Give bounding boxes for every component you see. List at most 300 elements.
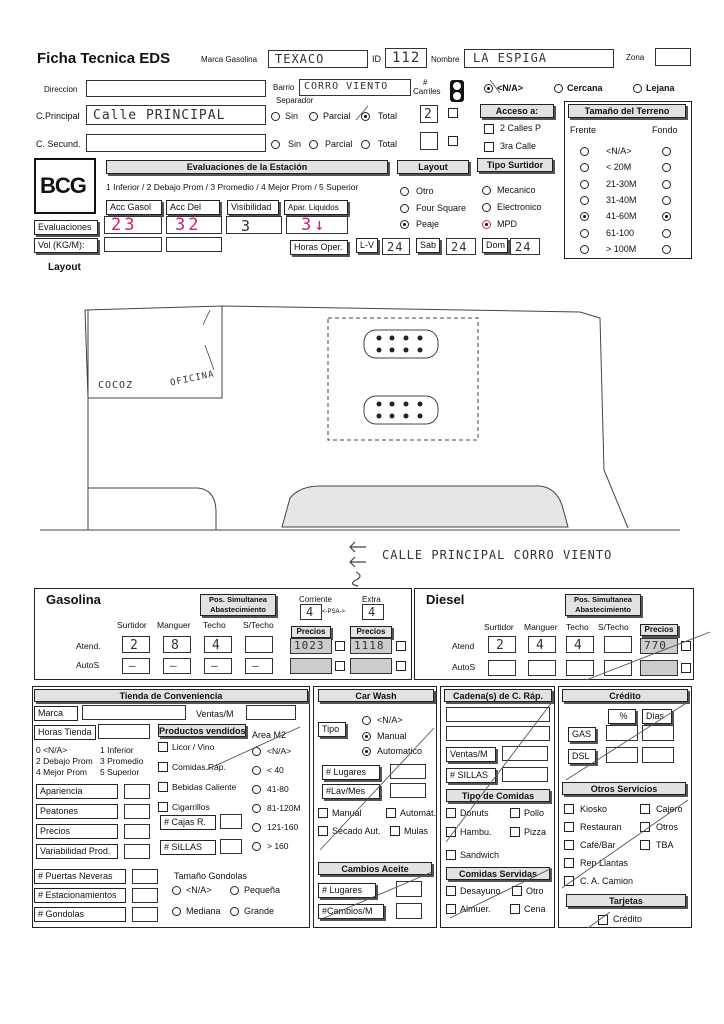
servida-otro-checkbox[interactable]: [512, 886, 522, 896]
area-radio-2[interactable]: [252, 785, 261, 794]
credito-pct-label: %: [608, 709, 636, 724]
surtidor-mecanico-label: Mecanico: [497, 185, 536, 195]
eval-acc-gasol-value: 23: [111, 215, 138, 235]
dsl-col-manguer: Manguer: [524, 622, 558, 632]
dsl-autos-cell-3[interactable]: [604, 660, 632, 676]
lejana-radio[interactable]: [633, 84, 642, 93]
carwash-automatico-radio[interactable]: [362, 747, 371, 756]
gas-autos-check-1[interactable]: [335, 661, 345, 671]
secundaria-field[interactable]: [86, 134, 266, 152]
prod-checkbox-3[interactable]: [158, 802, 168, 812]
marca-field[interactable]: [268, 50, 368, 68]
vol-field-2[interactable]: [166, 237, 222, 252]
lejana-label: Lejana: [646, 83, 675, 93]
carwash-lugares-label: # Lugares: [322, 765, 380, 780]
secundaria-checkbox[interactable]: [448, 136, 458, 146]
terreno-size-5: 61-100: [606, 228, 635, 238]
tienda-sillas-field[interactable]: [220, 839, 242, 854]
carriles-secundaria-field[interactable]: [420, 132, 438, 150]
cajas-label: # Cajas R.: [160, 815, 216, 830]
prod-label-1: Comidas Ráp.: [172, 762, 226, 772]
comida-hambu-checkbox[interactable]: [446, 827, 456, 837]
otros-checkbox-3[interactable]: [640, 822, 650, 832]
sketch-label-oficina: OFICINA: [169, 369, 216, 389]
cadenas-field-1[interactable]: [446, 707, 550, 722]
carriles-label: Carriles: [413, 87, 441, 96]
sketch-pump-1: [377, 336, 382, 341]
gasolina-title: Gasolina: [46, 592, 101, 607]
prod-checkbox-0[interactable]: [158, 742, 168, 752]
dsl-autos-cell-2[interactable]: [566, 660, 594, 676]
tarjetas-title: Tarjetas: [566, 894, 686, 907]
carriles-principal-field[interactable]: [420, 105, 438, 123]
principal-total-radio[interactable]: [361, 112, 370, 121]
frente-radio-5[interactable]: [580, 229, 589, 238]
lv-value: 24: [387, 240, 404, 254]
fondo-radio-4[interactable]: [662, 212, 671, 221]
gondola-pequena-radio[interactable]: [230, 886, 239, 895]
tienda-horas-field[interactable]: [98, 724, 150, 739]
zona-label: Zona: [626, 53, 645, 62]
gas-precios-corriente-label: Precios: [291, 626, 331, 638]
eval-acc-del-field[interactable]: [166, 216, 222, 234]
sketch-pump-7: [404, 348, 409, 353]
gas-autos-precio-corriente[interactable]: [290, 658, 332, 674]
cadenas-ventas-field[interactable]: [502, 746, 548, 761]
eval-apar-liquidos-field[interactable]: [286, 216, 348, 234]
barrio-value: CORRO VIENTO: [304, 81, 389, 92]
carwash-lav-label: #Lav/Mes: [322, 784, 380, 799]
comida-pollo-checkbox[interactable]: [510, 808, 520, 818]
col-apar-liquidos: Apar. Liquidos: [284, 200, 348, 215]
dsl-atend-cell-2[interactable]: [566, 636, 594, 653]
separador-na-radio[interactable]: [484, 84, 493, 93]
acceso-3ra-label: 3ra Calle: [500, 141, 537, 151]
carwash-manual-check-label: Manual: [332, 808, 362, 818]
surtidor-box-title: Tipo Surtidor: [477, 158, 553, 172]
dsl-col-stecho: S/Techo: [598, 622, 629, 632]
dsl-autos-check[interactable]: [681, 663, 691, 673]
prod-label-2: Bebidas Caliente: [172, 782, 237, 792]
rating-label-1: Peatones: [36, 804, 118, 819]
sab-field[interactable]: [446, 238, 476, 255]
prod-label-3: Cigarrillos: [172, 802, 210, 812]
count-field-2[interactable]: [132, 907, 158, 922]
sketch-pump-16: [418, 414, 423, 419]
tienda-legend-5: 5 Superior: [100, 767, 140, 777]
secundaria-sin-radio[interactable]: [271, 140, 280, 149]
separador-label: Separador: [276, 96, 314, 105]
dsl-autos-label: AutoS: [452, 662, 476, 672]
count-label-0: # Puertas Neveras: [34, 869, 126, 884]
gas-autos-cell-1[interactable]: [163, 658, 191, 674]
sketch-pump-3: [404, 336, 409, 341]
surtidor-mpd-radio[interactable]: [482, 220, 491, 229]
nombre-field[interactable]: [464, 49, 614, 68]
lv-label: L-V: [356, 238, 378, 253]
dsl-autos-cell-0[interactable]: [488, 660, 516, 676]
tienda-legend-2: 2 Debajo Prom: [36, 756, 93, 766]
gondola-mediana-radio[interactable]: [172, 907, 181, 916]
zona-field[interactable]: [655, 48, 691, 66]
cercana-radio[interactable]: [554, 84, 563, 93]
servida-desayuno-label: Desayuno: [460, 886, 501, 896]
extra-label: Extra: [362, 595, 381, 604]
tienda-title: Tienda de Conveniencia: [34, 689, 308, 702]
cadenas-field-2[interactable]: [446, 726, 550, 741]
prod-checkbox-2[interactable]: [158, 782, 168, 792]
tienda-sillas-label: # SILLAS: [160, 840, 216, 855]
gas-atend-cell-0[interactable]: [122, 636, 150, 653]
rating-field-3[interactable]: [124, 844, 150, 859]
gas-col-stecho: S/Techo: [243, 620, 274, 630]
sketch-pump-9: [377, 402, 382, 407]
credito-title: Crédito: [562, 689, 688, 702]
vol-field-1[interactable]: [104, 237, 162, 252]
servida-otro-label: Otro: [526, 886, 544, 896]
direccion-label: Direccion: [44, 85, 78, 94]
terreno-size-6: > 100M: [606, 244, 637, 254]
tienda-marca-field[interactable]: [82, 705, 186, 720]
rating-label-3: Variabilidad Prod.: [36, 844, 118, 859]
gas-atend-cell-1[interactable]: [163, 636, 191, 653]
count-label-1: # Estacionamientos: [34, 888, 126, 903]
gondola-na-label: <N/A>: [186, 885, 212, 895]
gas-autos-value-3: —: [252, 659, 260, 672]
aceite-cambios-field[interactable]: [396, 903, 422, 919]
cadenas-sillas-field[interactable]: [502, 767, 548, 782]
frente-radio-2[interactable]: [580, 180, 589, 189]
gasolina-pos-simul: Pos. Simultanea Abastecimiento: [200, 594, 276, 616]
id-value: 112: [392, 50, 421, 66]
otros-checkbox-6[interactable]: [564, 858, 574, 868]
gondola-grande-radio[interactable]: [230, 907, 239, 916]
credito-dias-label: Dias: [642, 709, 672, 724]
terreno-title: Tamaño del Terreno: [568, 104, 686, 118]
sketch-pump-15: [404, 414, 409, 419]
area-label-0: <N/A>: [267, 746, 292, 756]
col-acc-gasol: Acc Gasol: [106, 200, 162, 215]
carwash-manual-label: Manual: [377, 731, 407, 741]
area-radio-0[interactable]: [252, 747, 261, 756]
surtidor-mecanico-radio[interactable]: [482, 186, 491, 195]
tienda-legend-4: 4 Mejor Prom: [36, 767, 88, 777]
credito-gas-label: GAS: [568, 727, 596, 742]
frente-radio-6[interactable]: [580, 245, 589, 254]
evaluaciones-title: Evaluaciones de la Estación: [106, 160, 388, 174]
otros-servicios-title: Otros Servicios: [562, 782, 686, 795]
carwash-automat-checkbox[interactable]: [386, 808, 396, 818]
nombre-value: LA ESPIGA: [473, 51, 548, 65]
area-radio-4[interactable]: [252, 823, 261, 832]
gas-precio-corriente-field[interactable]: [290, 638, 332, 654]
surtidor-mpd-label: MPD: [497, 219, 517, 229]
area-radio-1[interactable]: [252, 766, 261, 775]
eval-acc-gasol-field[interactable]: [104, 216, 162, 234]
otros-label-2: Restauran: [580, 822, 622, 832]
otros-checkbox-2[interactable]: [564, 822, 574, 832]
sketch-pump-10: [390, 402, 395, 407]
carwash-manual-radio[interactable]: [362, 732, 371, 741]
aceite-lugares-field[interactable]: [396, 881, 422, 897]
surtidor-electronico-radio[interactable]: [482, 203, 491, 212]
gas-autos-check-2[interactable]: [396, 661, 406, 671]
evaluaciones-scale: 1 Inferior / 2 Debajo Prom / 3 Promedio / 4 Mejor Prom / 5 Superior: [106, 182, 359, 192]
vol-label: Vol (KG/M):: [34, 238, 98, 253]
principal-field[interactable]: [86, 105, 266, 125]
dsl-precio-field[interactable]: [640, 638, 678, 654]
gas-autos-precio-extra[interactable]: [350, 658, 392, 674]
dsl-autos-precio[interactable]: [640, 660, 678, 676]
direccion-field[interactable]: [86, 80, 266, 97]
sketch-pump-8: [418, 348, 423, 353]
otros-label-3: Otros: [656, 822, 679, 832]
carwash-na-label: <N/A>: [377, 715, 403, 725]
comida-pizza-checkbox[interactable]: [510, 827, 520, 837]
secundaria-parcial-radio[interactable]: [309, 140, 318, 149]
terreno-size-0: <N/A>: [606, 146, 632, 156]
sketch-pump-14: [390, 414, 395, 419]
tienda-legend-0: 0 <N/A>: [36, 745, 68, 755]
tipo-comidas-title: Tipo de Comidas: [446, 789, 550, 802]
gas-atend-cell-2[interactable]: [204, 636, 232, 653]
count-field-1[interactable]: [132, 888, 158, 903]
dsl-atend-cell-1[interactable]: [528, 636, 556, 653]
rating-label-2: Precios: [36, 824, 118, 839]
corriente-pos-field[interactable]: [300, 604, 322, 620]
gas-autos-cell-0[interactable]: [122, 658, 150, 674]
col-visibilidad: Visibilidad: [227, 200, 279, 215]
layout-box-title: Layout: [397, 160, 469, 174]
layout-peaje-radio[interactable]: [400, 220, 409, 229]
gas-precio-corriente-value: 1023: [294, 639, 325, 652]
carwash-lugares-field[interactable]: [390, 764, 426, 779]
secundaria-total-label: Total: [378, 139, 398, 149]
tienda-marca-label: Marca: [34, 706, 78, 721]
diesel-pos-simul: Pos. Simultanea Abastecimiento: [565, 594, 641, 616]
sketch-canopy: [328, 318, 478, 440]
layout-peaje-label: Peaje: [416, 219, 440, 229]
dom-field[interactable]: [510, 238, 540, 255]
gondola-grande-label: Grande: [244, 906, 275, 916]
tarjeta-credito-label: Crédito: [613, 914, 643, 924]
otros-checkbox-1[interactable]: [640, 804, 650, 814]
servida-almuer-checkbox[interactable]: [446, 904, 456, 914]
area-radio-3[interactable]: [252, 804, 261, 813]
acceso-2calles-checkbox[interactable]: [484, 124, 494, 134]
gas-atend-value-2: 4: [212, 638, 221, 653]
secundaria-sin-label: Sin: [288, 139, 302, 149]
gas-atend-cell-3[interactable]: [245, 636, 273, 653]
layout-four-square-radio[interactable]: [400, 204, 409, 213]
layout-four-square-label: Four Square: [416, 203, 467, 213]
tienda-ventas-field[interactable]: [246, 705, 296, 720]
gas-autos-value-1: —: [170, 659, 178, 672]
barrio-label: Barrio: [273, 83, 295, 92]
aceite-lugares-label: # Lugares: [318, 883, 376, 898]
otros-label-6: Rep Llantas: [580, 858, 629, 868]
aceite-cambios-label: #Cambios/M: [318, 904, 384, 919]
fondo-radio-5[interactable]: [662, 229, 671, 238]
sketch-arrow-in: [350, 542, 366, 552]
carriles-hash: #: [423, 78, 428, 87]
dsl-atend-label: Atend: [452, 641, 475, 651]
aceite-title: Cambios Aceite: [318, 862, 432, 875]
tarjeta-credito-checkbox[interactable]: [598, 915, 608, 925]
sketch-island-2: [364, 396, 438, 424]
tienda-legend-1: 1 Inferior: [100, 745, 134, 755]
extra-pos-field[interactable]: [362, 604, 384, 620]
fondo-radio-3[interactable]: [662, 196, 671, 205]
frente-label: Frente: [570, 125, 597, 135]
gondolas-title: Tamaño Gondolas: [174, 871, 248, 881]
acceso-3ra-checkbox[interactable]: [484, 142, 494, 152]
comida-donuts-checkbox[interactable]: [446, 808, 456, 818]
servida-desayuno-checkbox[interactable]: [446, 886, 456, 896]
dsl-atend-cell-0[interactable]: [488, 636, 516, 653]
cajas-field[interactable]: [220, 814, 242, 829]
principal-value: Calle PRINCIPAL: [93, 108, 226, 123]
prod-checkbox-1[interactable]: [158, 762, 168, 772]
rating-field-0[interactable]: [124, 784, 150, 799]
carwash-lav-field[interactable]: [390, 783, 426, 798]
comida-hambu-label: Hambu.: [460, 827, 492, 837]
bcg-logo-text: BCG: [40, 173, 86, 198]
carwash-secado-checkbox[interactable]: [318, 826, 328, 836]
gas-autos-cell-2[interactable]: [204, 658, 232, 674]
cadenas-sillas-label: # SILLAS: [446, 768, 496, 783]
dsl-precios-label: Precios: [640, 624, 678, 636]
fondo-radio-2[interactable]: [662, 180, 671, 189]
dsl-precio-check[interactable]: [681, 641, 691, 651]
secundaria-total-radio[interactable]: [361, 140, 370, 149]
area-title: Area M2: [252, 730, 287, 740]
area-label-2: 41-80: [267, 784, 289, 794]
count-field-0[interactable]: [132, 869, 158, 884]
traffic-light-icon: [450, 80, 464, 102]
rating-field-2[interactable]: [124, 824, 150, 839]
carwash-automatico-label: Automatico: [377, 746, 423, 756]
principal-checkbox[interactable]: [448, 108, 458, 118]
otros-checkbox-4[interactable]: [564, 840, 574, 850]
principal-label: C.Principal: [36, 111, 80, 121]
tienda-horas-label: Horas Tienda: [34, 725, 96, 740]
gas-autos-value-2: —: [211, 659, 219, 672]
principal-sin-radio[interactable]: [271, 112, 280, 121]
servida-cena-label: Cena: [524, 904, 546, 914]
layout-otro-label: Otro: [416, 186, 434, 196]
terreno-size-4: 41-60M: [606, 211, 637, 221]
credito-gas-pct-field[interactable]: [606, 725, 638, 741]
carwash-title: Car Wash: [318, 689, 434, 702]
comida-pizza-label: Pizza: [524, 827, 547, 837]
barrio-field[interactable]: [299, 79, 411, 96]
area-label-4: 121-160: [267, 822, 299, 832]
otros-checkbox-0[interactable]: [564, 804, 574, 814]
gas-precio-corriente-check[interactable]: [335, 641, 345, 651]
gondola-mediana-label: Mediana: [186, 906, 221, 916]
dsl-atend-value-0: 2: [496, 638, 505, 653]
area-radio-5[interactable]: [252, 842, 261, 851]
layout-heading: Layout: [48, 262, 81, 273]
principal-sin-label: Sin: [285, 111, 299, 121]
servida-cena-checkbox[interactable]: [510, 904, 520, 914]
sab-label: Sab: [416, 238, 440, 253]
gas-precio-extra-value: 1118: [354, 639, 385, 652]
frente-radio-1[interactable]: [580, 163, 589, 172]
sketch-pump-11: [404, 402, 409, 407]
gas-atend-label: Atend.: [76, 641, 101, 651]
sketch-pump-6: [390, 348, 395, 353]
tienda-ventas-label: Ventas/M: [196, 709, 234, 719]
frente-radio-4[interactable]: [580, 212, 589, 221]
credito-dsl-dias-field[interactable]: [642, 747, 674, 763]
comida-sandwich-checkbox[interactable]: [446, 850, 456, 860]
carwash-tipo-label: Tipo: [318, 722, 346, 737]
lv-field[interactable]: [382, 238, 410, 255]
carwash-manual-checkbox[interactable]: [318, 808, 328, 818]
otros-checkbox-7[interactable]: [564, 876, 574, 886]
eval-visibilidad-field[interactable]: [226, 216, 282, 234]
principal-parcial-radio[interactable]: [309, 112, 318, 121]
fondo-radio-0[interactable]: [662, 147, 671, 156]
dsl-autos-cell-1[interactable]: [528, 660, 556, 676]
sketch-island-1: [364, 330, 438, 358]
layout-otro-radio[interactable]: [400, 187, 409, 196]
gas-atend-value-1: 8: [171, 638, 180, 653]
nombre-label: Nombre: [431, 55, 460, 64]
evaluaciones-row-label: Evaluaciones: [34, 220, 98, 235]
principal-parcial-label: Parcial: [323, 111, 351, 121]
gas-autos-cell-3[interactable]: [245, 658, 273, 674]
form-title: Ficha Tecnica EDS: [37, 50, 171, 67]
sketch-pump-5: [377, 348, 382, 353]
sab-value: 24: [451, 240, 468, 254]
cercana-label: Cercana: [567, 83, 603, 93]
dsl-atend-value-1: 4: [536, 638, 545, 653]
sketch-street-label: CALLE PRINCIPAL CORRO VIENTO: [382, 548, 613, 562]
sketch-pump-12: [418, 402, 423, 407]
marca-value: TEXACO: [275, 52, 325, 66]
gas-precio-extra-field[interactable]: [350, 638, 392, 654]
credito-gas-dias-field[interactable]: [642, 725, 674, 741]
id-field[interactable]: [385, 48, 427, 68]
carwash-mulas-checkbox[interactable]: [390, 826, 400, 836]
productos-title: Productos vendidos: [159, 726, 246, 736]
frente-radio-0[interactable]: [580, 147, 589, 156]
carwash-na-radio[interactable]: [362, 716, 371, 725]
terreno-size-2: 21-30M: [606, 179, 637, 189]
acceso-2calles-label: 2 Calles P: [500, 123, 542, 133]
otros-checkbox-5[interactable]: [640, 840, 650, 850]
bcg-logo: [34, 158, 96, 214]
fondo-radio-6[interactable]: [662, 245, 671, 254]
otros-label-5: TBA: [656, 840, 674, 850]
sketch-pump-4: [418, 336, 423, 341]
carwash-automat-label: Automát.: [400, 808, 437, 818]
frente-radio-3[interactable]: [580, 196, 589, 205]
horas-label: Horas Oper.: [290, 240, 348, 255]
credito-dsl-pct-field[interactable]: [606, 747, 638, 763]
dom-label: Dom: [482, 238, 508, 253]
otros-label-7: C. A. Camion: [580, 876, 634, 886]
dsl-atend-cell-3[interactable]: [604, 636, 632, 653]
rating-field-1[interactable]: [124, 804, 150, 819]
gas-precio-extra-check[interactable]: [396, 641, 406, 651]
fondo-radio-1[interactable]: [662, 163, 671, 172]
gondola-na-radio[interactable]: [172, 886, 181, 895]
sketch-label-cocoz: COCOZ: [98, 380, 134, 391]
